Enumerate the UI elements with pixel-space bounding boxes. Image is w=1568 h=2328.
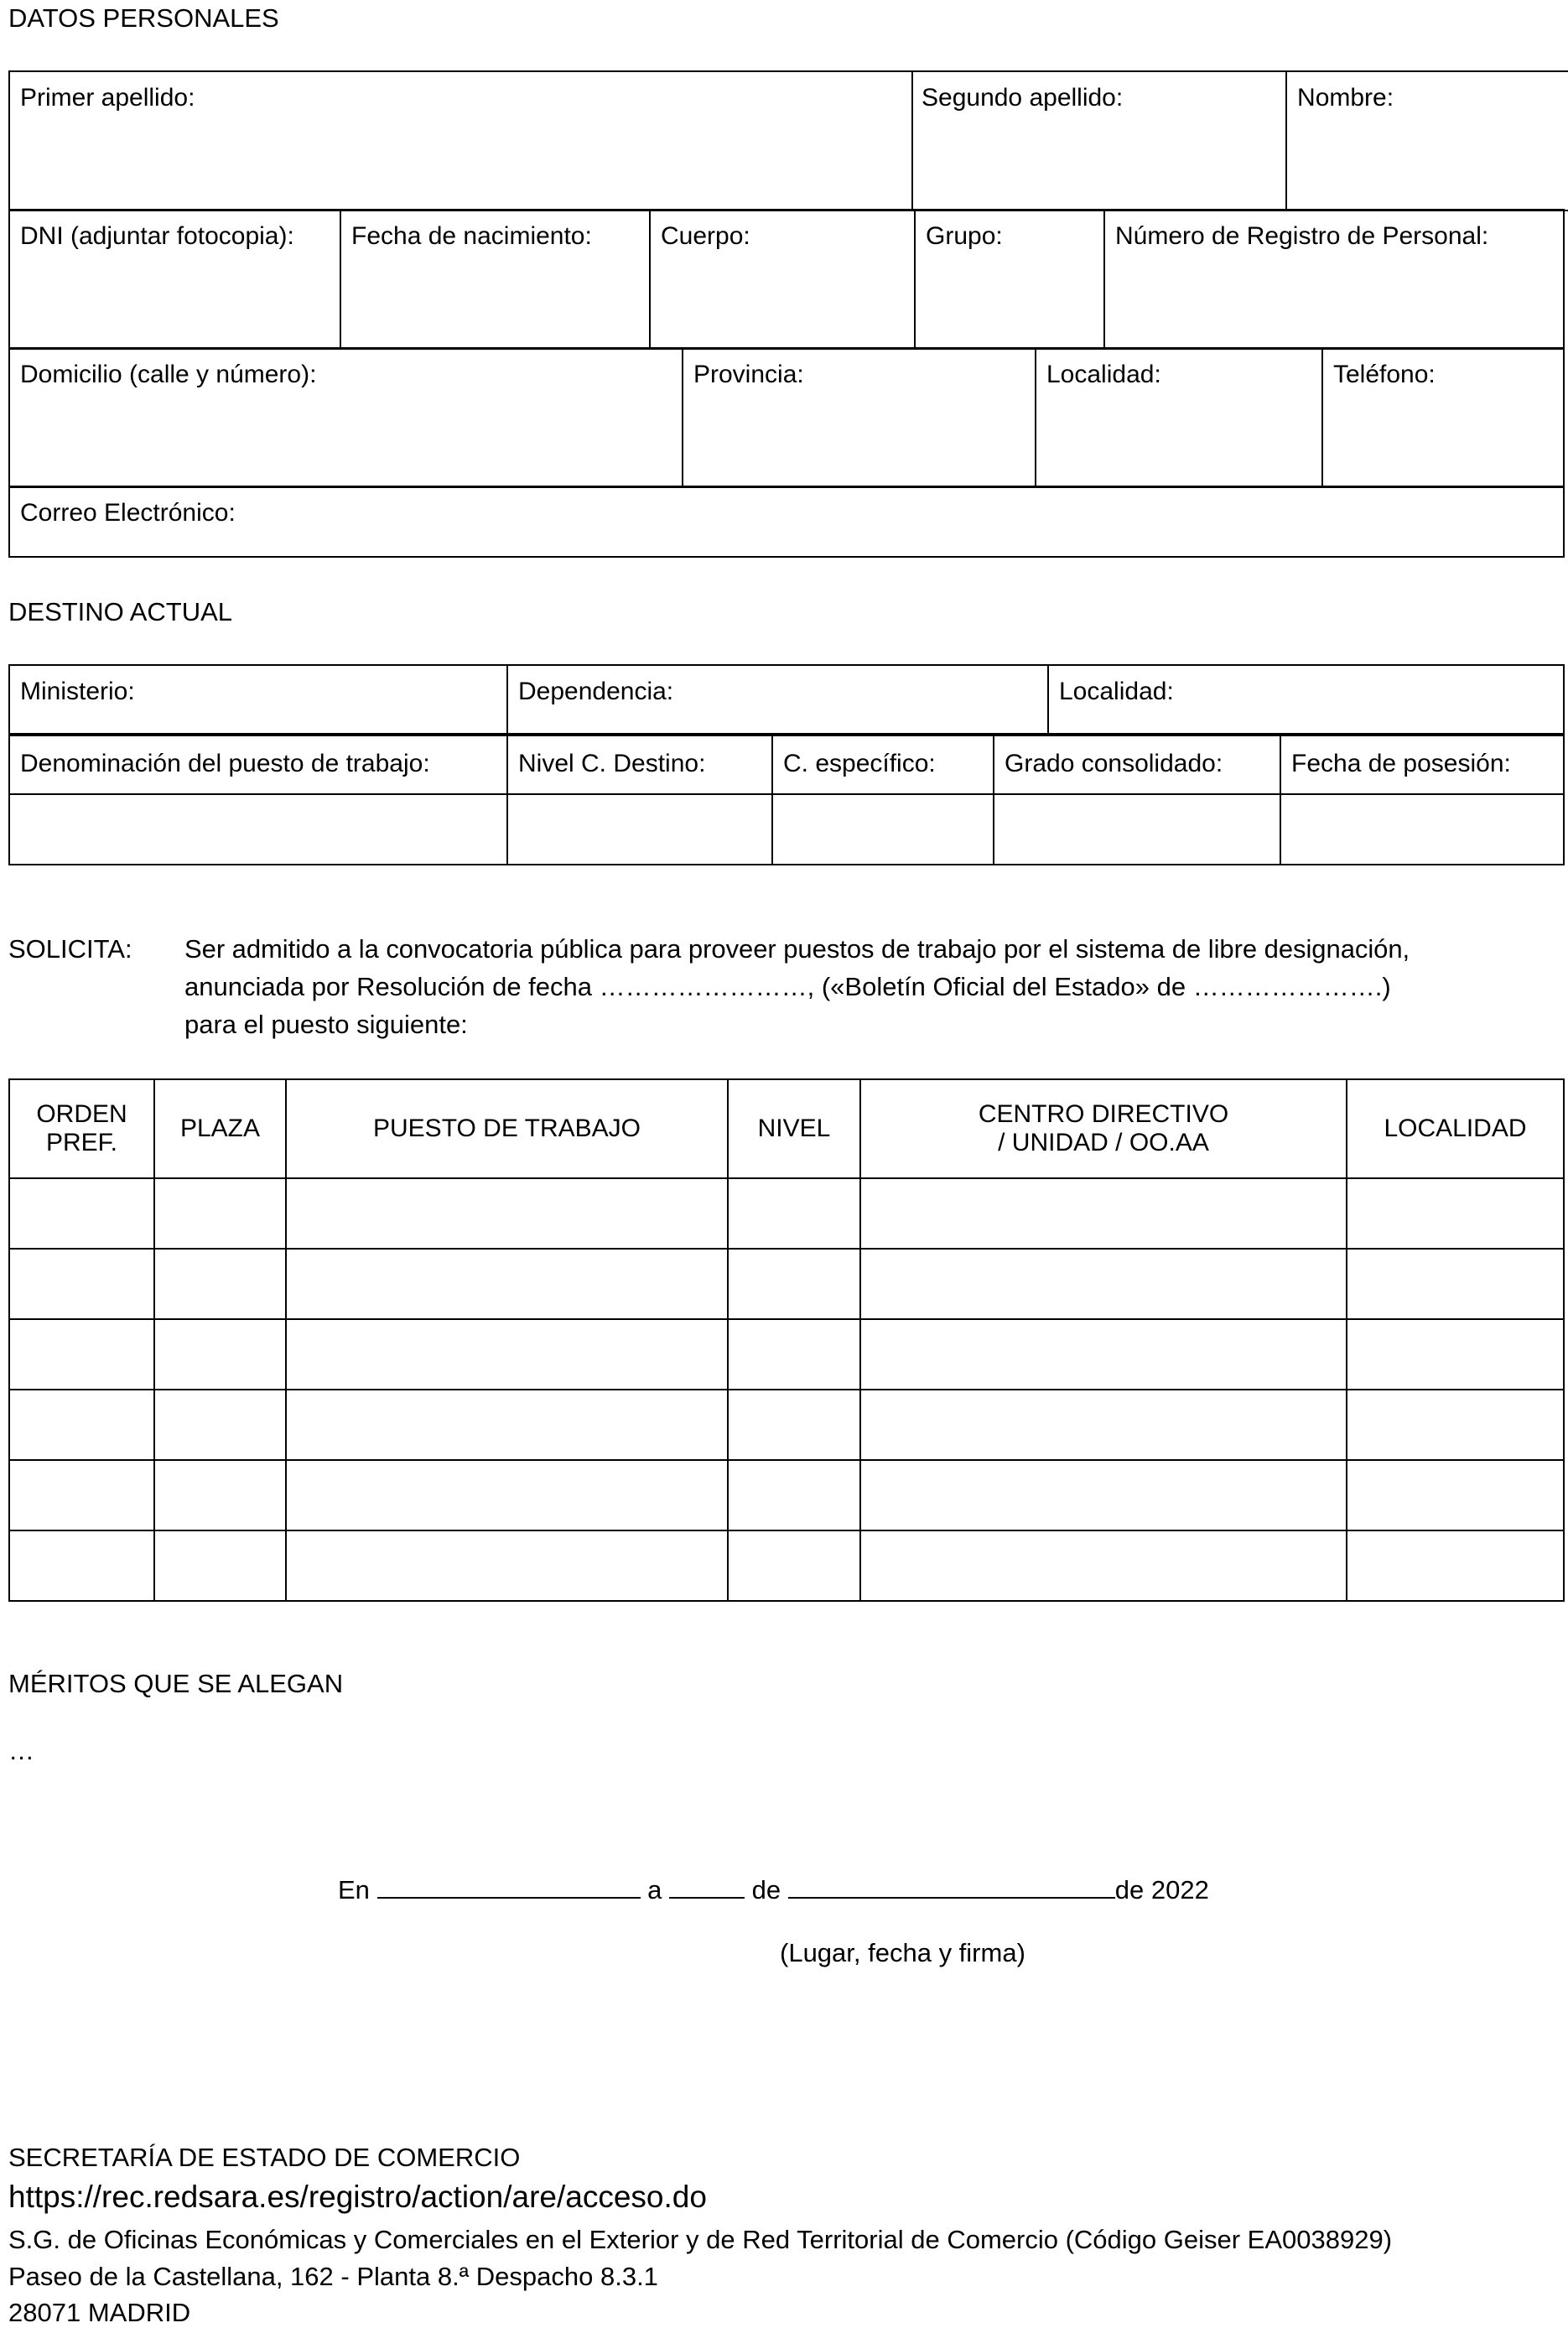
nivel-destino-header (507, 734, 772, 794)
plaza-cell[interactable] (154, 1178, 286, 1249)
provincia-label: Provincia: (693, 361, 804, 388)
nivel-destino-input[interactable] (507, 794, 772, 865)
denominacion-label: Denominación del puesto de trabajo: (20, 750, 430, 777)
footer-office: S.G. de Oficinas Económicas y Comerciales en el Exterior y de Red Territorial de Comercio (Código Geiser EA0038929) (8, 2225, 1393, 2254)
dia-blank[interactable] (669, 1872, 745, 1899)
table-row (9, 1460, 1564, 1530)
ministerio-field[interactable] (9, 665, 507, 735)
table-row (9, 1249, 1564, 1319)
destino-row2 (8, 733, 1565, 865)
header-centro-line1: CENTRO DIRECTIVO (978, 1099, 1229, 1128)
header-orden-line2: PREF. (45, 1129, 118, 1156)
domicilio-label: Domicilio (calle y número): (20, 361, 317, 388)
puesto-cell[interactable] (286, 1390, 728, 1460)
segundo-apellido-field[interactable] (912, 71, 1286, 210)
dependencia-field[interactable] (507, 665, 1048, 735)
centro-cell[interactable] (860, 1249, 1347, 1319)
localidad-cell[interactable] (1347, 1460, 1564, 1530)
header-plaza: PLAZA (154, 1079, 286, 1178)
dni-field[interactable] (9, 210, 340, 349)
section-title-personal: DATOS PERSONALES (8, 3, 279, 33)
localidad-cell[interactable] (1347, 1249, 1564, 1319)
primer-apellido-field[interactable] (9, 71, 912, 210)
footer-city: 28071 MADRID (8, 2298, 191, 2327)
nivel-cell[interactable] (728, 1460, 860, 1530)
telefono-field[interactable] (1322, 348, 1564, 487)
personal-data-row4 (8, 486, 1565, 558)
grupo-label: Grupo: (926, 222, 1003, 250)
header-centro (860, 1079, 1347, 1178)
nrp-label: Número de Registro de Personal: (1115, 222, 1489, 250)
centro-cell[interactable] (860, 1319, 1347, 1390)
orden-cell[interactable] (9, 1249, 154, 1319)
signature-a: a (647, 1875, 662, 1904)
lugar-blank[interactable] (377, 1872, 641, 1899)
plaza-cell[interactable] (154, 1530, 286, 1601)
puesto-cell[interactable] (286, 1178, 728, 1249)
signature-en: En (338, 1875, 370, 1904)
table-row (9, 1319, 1564, 1390)
orden-cell[interactable] (9, 1460, 154, 1530)
puesto-cell[interactable] (286, 1319, 728, 1390)
header-nivel: NIVEL (728, 1079, 860, 1178)
nivel-cell[interactable] (728, 1249, 860, 1319)
fecha-posesion-input[interactable] (1280, 794, 1564, 865)
grado-header (994, 734, 1280, 794)
centro-cell[interactable] (860, 1178, 1347, 1249)
correo-label: Correo Electrónico: (20, 499, 236, 527)
nombre-field[interactable] (1286, 71, 1568, 210)
denominacion-input[interactable] (9, 794, 507, 865)
localidad-cell[interactable] (1347, 1390, 1564, 1460)
meritos-text: … (8, 1736, 34, 1765)
footer-address: Paseo de la Castellana, 162 - Planta 8.ª Despacho 8.3.1 (8, 2262, 658, 2291)
header-centro-line2: / UNIDAD / OO.AA (998, 1129, 1209, 1156)
fecha-posesion-header (1280, 734, 1564, 794)
mes-blank[interactable] (788, 1872, 1115, 1899)
orden-cell[interactable] (9, 1178, 154, 1249)
puesto-cell[interactable] (286, 1249, 728, 1319)
nrp-field[interactable] (1104, 210, 1564, 349)
header-localidad: LOCALIDAD (1347, 1079, 1564, 1178)
localidad-cell[interactable] (1347, 1178, 1564, 1249)
preference-table (8, 1078, 1565, 1602)
header-orden-line1: ORDEN (36, 1099, 127, 1128)
ministerio-label: Ministerio: (20, 678, 135, 705)
fecha-nacimiento-label: Fecha de nacimiento: (351, 222, 592, 250)
orden-cell[interactable] (9, 1530, 154, 1601)
header-puesto: PUESTO DE TRABAJO (286, 1079, 728, 1178)
segundo-apellido-label: Segundo apellido: (922, 84, 1124, 112)
personal-data-row2 (8, 209, 1565, 350)
nivel-cell[interactable] (728, 1530, 860, 1601)
especifico-header (772, 734, 994, 794)
localidad-cell[interactable] (1347, 1319, 1564, 1390)
table-row (9, 1390, 1564, 1460)
table-row (9, 1178, 1564, 1249)
nombre-label: Nombre: (1297, 84, 1394, 112)
preference-header-row (9, 1079, 1564, 1178)
destino-localidad-field[interactable] (1048, 665, 1564, 735)
destino-row1 (8, 664, 1565, 736)
orden-cell[interactable] (9, 1390, 154, 1460)
orden-cell[interactable] (9, 1319, 154, 1390)
section-title-meritos: MÉRITOS QUE SE ALEGAN (8, 1669, 344, 1698)
nivel-cell[interactable] (728, 1319, 860, 1390)
footer-org: SECRETARÍA DE ESTADO DE COMERCIO (8, 2143, 521, 2172)
solicita-line-1: Ser admitido a la convocatoria pública para proveer puestos de trabajo por el sistema de libre designación, (184, 934, 1410, 964)
localidad-cell[interactable] (1347, 1530, 1564, 1601)
plaza-cell[interactable] (154, 1390, 286, 1460)
fecha-posesion-label: Fecha de posesión: (1291, 750, 1511, 777)
solicita-label: SOLICITA: (8, 934, 132, 964)
solicita-line-2: anunciada por Resolución de fecha ……………………, («Boletín Oficial del Estado» de ………………….) (184, 972, 1391, 1001)
nivel-cell[interactable] (728, 1178, 860, 1249)
plaza-cell[interactable] (154, 1460, 286, 1530)
dni-label: DNI (adjuntar fotocopia): (20, 222, 294, 250)
signature-de: de (751, 1875, 781, 1904)
denominacion-header (9, 734, 507, 794)
fecha-nacimiento-field[interactable] (340, 210, 650, 349)
nivel-destino-label: Nivel C. Destino: (518, 750, 706, 777)
localidad-field[interactable] (1036, 348, 1322, 487)
signature-line (338, 1872, 1209, 1905)
footer-url[interactable]: https://rec.redsara.es/registro/action/are/acceso.do (8, 2180, 707, 2214)
dependencia-label: Dependencia: (518, 678, 674, 705)
primer-apellido-label: Primer apellido: (20, 84, 195, 112)
puesto-cell[interactable] (286, 1530, 728, 1601)
section-title-destino: DESTINO ACTUAL (8, 597, 232, 626)
grado-label: Grado consolidado: (1005, 750, 1223, 777)
solicita-line-3: para el puesto siguiente: (184, 1010, 468, 1039)
personal-data-row3 (8, 347, 1565, 488)
grado-input[interactable] (994, 794, 1280, 865)
plaza-cell[interactable] (154, 1249, 286, 1319)
puesto-cell[interactable] (286, 1460, 728, 1530)
signature-caption: (Lugar, fecha y firma) (780, 1938, 1025, 1967)
especifico-input[interactable] (772, 794, 994, 865)
header-orden (9, 1079, 154, 1178)
localidad-label: Localidad: (1046, 361, 1161, 388)
plaza-cell[interactable] (154, 1319, 286, 1390)
nivel-cell[interactable] (728, 1390, 860, 1460)
domicilio-field[interactable] (9, 348, 683, 487)
centro-cell[interactable] (860, 1530, 1347, 1601)
grupo-field[interactable] (915, 210, 1104, 349)
cuerpo-field[interactable] (650, 210, 915, 349)
table-row (9, 1530, 1564, 1601)
cuerpo-label: Cuerpo: (661, 222, 750, 250)
centro-cell[interactable] (860, 1460, 1347, 1530)
personal-data-table (8, 70, 1568, 211)
correo-field[interactable] (9, 486, 1564, 557)
especifico-label: C. específico: (783, 750, 936, 777)
provincia-field[interactable] (683, 348, 1036, 487)
signature-year: de 2022 (1114, 1875, 1209, 1904)
centro-cell[interactable] (860, 1390, 1347, 1460)
destino-localidad-label: Localidad: (1059, 678, 1174, 705)
telefono-label: Teléfono: (1333, 361, 1436, 388)
